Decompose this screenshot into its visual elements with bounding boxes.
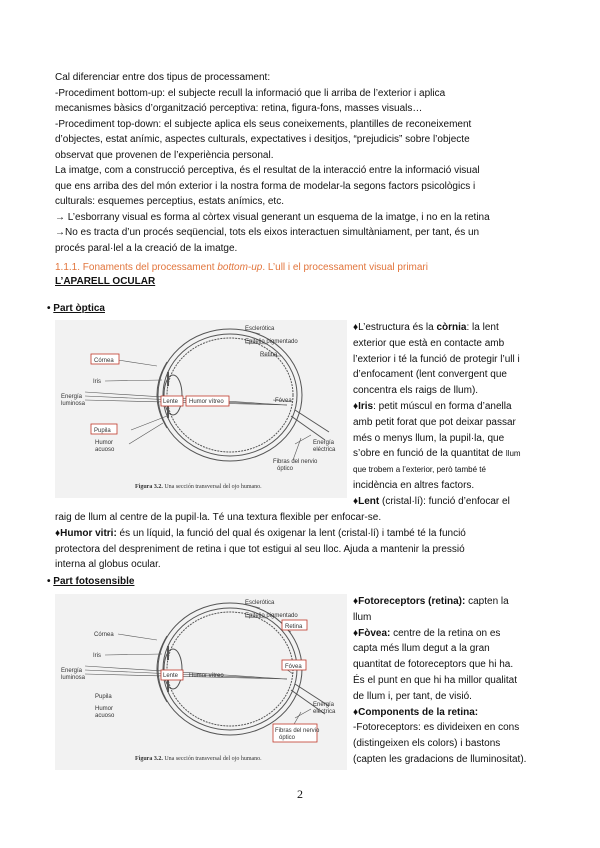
figure-caption-text: Una sección transversal del ojo humano. (164, 484, 262, 490)
text-bold: Humor vitri: (60, 527, 117, 539)
text-bold: Components de la retina: (358, 706, 479, 718)
intro-line: observat que provenen de l’experiència personal. (55, 149, 274, 161)
section-subtitle: L’APARELL OCULAR (55, 276, 156, 287)
text-line: exterior que està en contacte amb (353, 337, 505, 349)
label-pupila: Pupila (95, 694, 112, 700)
text-line: llum (353, 611, 372, 623)
text-line (55, 526, 466, 542)
text-line (353, 446, 553, 462)
eye-diagram-optica (55, 320, 347, 498)
label-lente: Lente (163, 673, 179, 679)
text-span: ♦ (353, 706, 359, 718)
text-line: (distingeixen els colors) i bastons (353, 738, 501, 750)
label-fovea: Fóvea (275, 398, 292, 404)
text-bold: còrnia (436, 322, 467, 333)
label-energia-luminosa: luminosa (61, 675, 86, 681)
section-title-part: . L’ull i el processament visual primari (262, 262, 428, 273)
intro-line: -Procediment top-down: el subjecte aplica els seus coneixements, plantilles de reconeixement (55, 118, 472, 130)
text-small: llum (505, 449, 521, 459)
text-span: capten la (465, 596, 509, 607)
label-iris: Iris (93, 379, 101, 385)
label-pupila: Pupila (94, 428, 111, 434)
intro-line: -Procediment bottom-up: el subjecte recull la informació que li arriba de l’exterior i aplica (55, 87, 446, 99)
section-title-part: Fonaments del processament (80, 262, 218, 273)
label-retina: Retina (260, 352, 278, 358)
text-line: -Fotoreceptors: es divideixen en cons (353, 722, 520, 734)
text-line: incidència en altres factors. (353, 479, 475, 491)
part-foto-heading (47, 576, 134, 587)
label-iris: Iris (93, 653, 101, 659)
label-energia-electrica: Energía (313, 440, 335, 446)
text-line: capta més llum degut a la gran (353, 643, 490, 655)
intro-line: culturals: esquemes perceptius, estats anímics, etc. (55, 196, 284, 207)
label-humor-acuoso: acuoso (95, 447, 115, 453)
text-line: protectora del despreniment de retina i que tot estigui al seu lloc. Ajuda a mantenir la pressió (55, 543, 465, 555)
label-fibras-nervio: Fibras del nervio (275, 728, 320, 734)
text-span: ♦ (353, 400, 359, 412)
svg-text:Figura 3.2. Una sección transv (135, 756, 262, 762)
label-energia-luminosa: luminosa (61, 401, 86, 407)
intro-line: mecanismes bàsics d’organització perceptiva: retina, figura-fons, masses visuals… (55, 103, 423, 114)
label-fovea: Fóvea (285, 664, 302, 670)
part-optica-title: Part òptica (53, 303, 105, 314)
label-humor-vitreo: Humor vítreo (189, 399, 224, 405)
text-line: concentra els raigs de llum). (353, 385, 479, 397)
label-lente: Lente (163, 399, 179, 405)
intro-line: Cal diferenciar entre dos tipus de processament: (55, 72, 271, 83)
text-line: l’exterior i té la funció de protegir l’ull i (353, 353, 520, 365)
intro-line: →No es tracta d’un procés seqüencial, tots els eixos interactuen simultàniament, per tant, és un (55, 227, 480, 238)
label-fibras-nervio: óptico (277, 466, 294, 472)
text-span: ♦ (353, 495, 359, 507)
intro-line: → L’esborrany visual es forma al còrtex visual generant un esquema de la imatge, i no en la retina (55, 211, 490, 223)
section-title-italic: bottom-up (217, 262, 263, 273)
text-line (353, 399, 553, 415)
intro-text (55, 70, 547, 256)
label-humor-acuoso: Humor (95, 440, 114, 446)
eye-diagram-fotosensible (55, 594, 347, 770)
label-fibras-nervio: Fibras del nervio (273, 459, 318, 465)
text-span: ♦ (353, 596, 359, 607)
label-esclerotica: Esclerótica (245, 600, 275, 606)
text-span: : la lent (466, 322, 499, 333)
text-line: quantitat de fotoreceptors que hi ha. (353, 659, 514, 671)
text-bold: Iris (358, 400, 374, 412)
text-span: ♦L’estructura és la (353, 322, 437, 333)
intro-line: procés paral·lel a la creació de la imatge. (55, 242, 238, 254)
text-span: : petit múscul en forma d’anella (373, 400, 512, 412)
part-foto-side-text (353, 594, 553, 768)
text-line: És el punt en que hi ha millor qualitat (353, 674, 517, 686)
text-line: interna al globus ocular. (55, 559, 161, 571)
label-energia-luminosa: Energía (61, 668, 83, 674)
label-humor-vitreo: Humor vítreo (189, 673, 224, 679)
label-epitelio: Epitelio pigmentado (245, 339, 298, 345)
text-span: s’obre en funció de la quantitat de (353, 448, 506, 460)
text-line: de llum i, per tant, de visió. (353, 690, 472, 702)
text-line: que trobem a l’exterior, però també té (353, 465, 486, 475)
text-line: raig de llum al centre de la pupil·la. Té una textura flexible per enfocar-se. (55, 512, 382, 523)
part-optica-heading (47, 303, 105, 314)
label-energia-electrica: eléctrica (313, 447, 336, 453)
part-foto-title: Part fotosensible (53, 576, 135, 587)
text-line: amb petit forat que pot deixar passar (353, 416, 516, 428)
text-line: (capten les gradacions de lluminositat). (353, 753, 527, 765)
page-number: 2 (297, 787, 303, 801)
label-humor-acuoso: Humor (95, 706, 114, 712)
text-line: d’enfocament (lent convergent que (353, 369, 507, 381)
eye-diagram-svg (55, 594, 347, 770)
label-cornea: Córnea (94, 358, 114, 364)
text-bold: Lent (358, 495, 380, 507)
label-retina: Retina (285, 624, 303, 630)
bullet-icon: • (47, 303, 51, 314)
figure-caption-text: Una sección transversal del ojo humano. (164, 756, 262, 762)
bullet-icon: • (47, 576, 51, 587)
label-energia-electrica: eléctrica (313, 709, 336, 715)
figure-caption-label: Figura 3.2. (135, 484, 163, 490)
eye-diagram-svg (55, 320, 347, 498)
text-span: és un líquid, la funció del qual és oxigenar la lent (cristal·lí) i també té la funció (116, 527, 466, 539)
text-bold: Fòvea: (358, 627, 391, 639)
part-optica-side-text (353, 320, 553, 510)
label-cornea: Córnea (94, 632, 114, 638)
label-fibras-nervio: óptico (279, 735, 296, 741)
text-bold: Fotoreceptors (retina): (358, 596, 466, 607)
text-line (353, 705, 553, 721)
text-span: (cristal·lí): funció d’enfocar el (379, 495, 510, 507)
text-span: centre de la retina on es (390, 627, 501, 639)
label-esclerotica: Esclerótica (245, 326, 275, 332)
text-line (353, 320, 553, 336)
label-energia-luminosa: Energía (61, 394, 83, 400)
part-optica-full-text (55, 510, 466, 573)
svg-text:Figura 3.2. Una sección transv (135, 484, 262, 490)
intro-line: La imatge, com a construcció perceptiva, és el resultat de la interacció entre la informació visual (55, 165, 480, 176)
text-line (353, 494, 553, 510)
label-energia-electrica: Energía (313, 702, 335, 708)
intro-line: que ens arriba des del món exterior i la nostra forma de modelar-la segons factors psicològics i (55, 180, 476, 192)
figure-caption-label: Figura 3.2. (135, 756, 163, 762)
text-line (353, 594, 553, 610)
label-humor-acuoso: acuoso (95, 713, 115, 719)
text-span: ♦ (353, 627, 359, 639)
text-line: més o menys llum, la pupil·la, que (353, 432, 505, 444)
section-number: 1.1.1. (55, 262, 81, 273)
text-line (353, 626, 553, 642)
section-heading (55, 262, 428, 273)
intro-line: d’objectes, estat anímic, aspectes culturals, expectatives i desitjos, “prejudicis” sobre l’objecte (55, 134, 470, 145)
text-span: ♦ (55, 527, 61, 539)
label-epitelio: Epitelio pigmentado (245, 613, 298, 619)
